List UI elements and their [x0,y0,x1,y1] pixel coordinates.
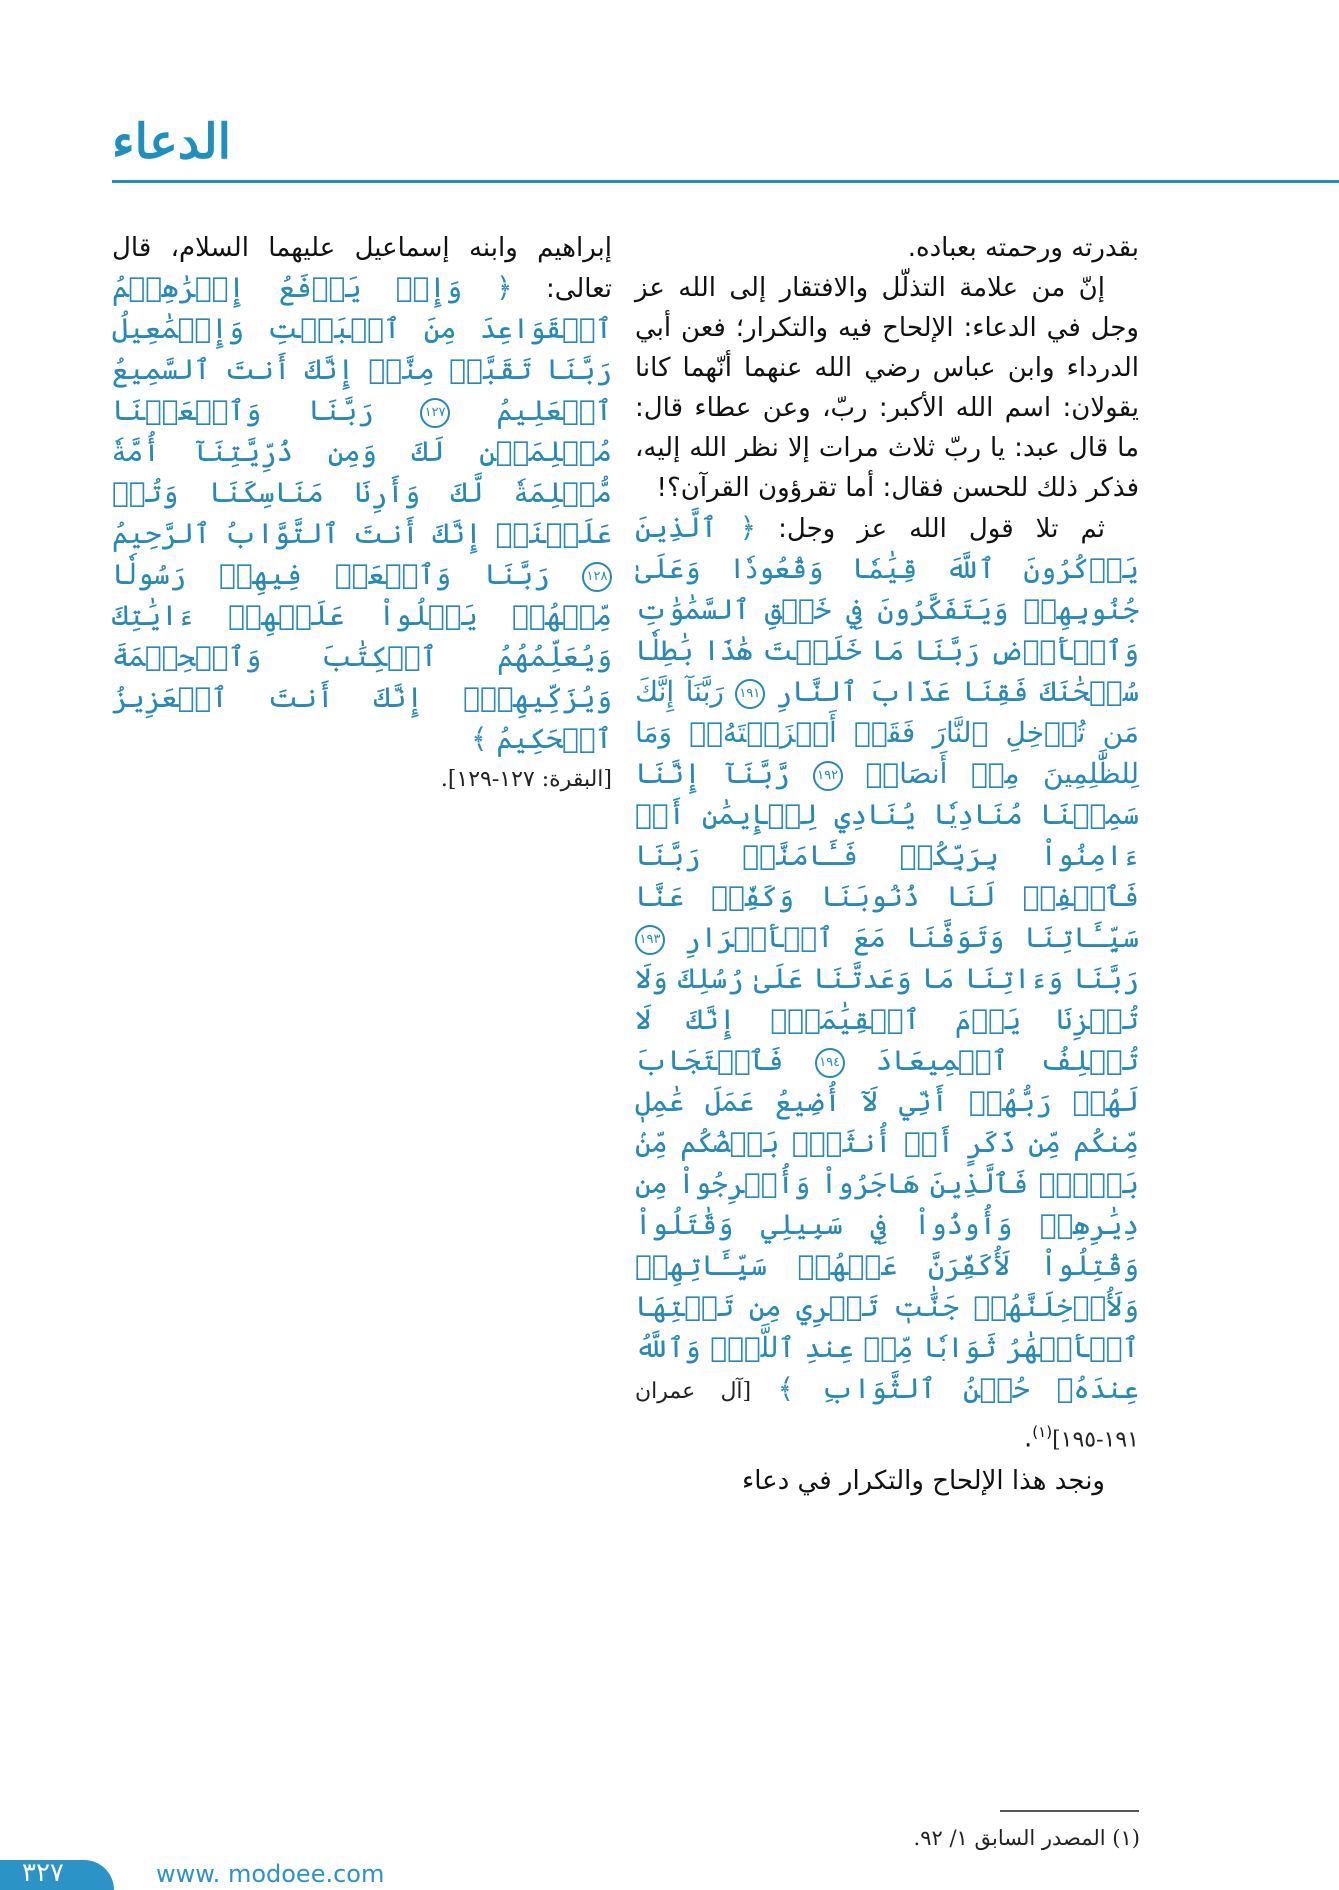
quran-intro: ثم تلا قول الله عز وجل: [778,514,1106,544]
verse-number-191: ١٩١ [735,679,765,709]
quran-text-193: رَّبَّنَآ إِنَّنَا سَمِعۡنَا مُنَادِيٗا يُنَادِي لِلۡإِيمَٰنِ أَنۡ ءَامِنُواْ بِرَبِّكُمۡ فَـَٔامَنَّاۚ رَبَّنَا فَٱغۡفِرۡ لَنَا ذُنُوبَنَا وَكَفِّرۡ عَنَّا سَيِّـَٔاتِنَا وَتَوَفَّنَا مَعَ ٱلۡأَبۡرَارِ [635,757,1139,954]
verse-number-194: ١٩٤ [815,1048,845,1078]
quran-text-194: رَبَّنَا وَءَاتِنَا مَا وَعَدتَّنَا عَلَىٰ رُسُلِكَ وَلَا تُخۡزِنَا يَوۡمَ ٱلۡقِيَٰمَةِۖ إِنَّكَ لَا تُخۡلِفُ ٱلۡمِيعَادَ [635,962,1140,1077]
page-header-title: الدعاء [112,114,231,170]
quran-text-128: رَبَّنَا وَٱجۡعَلۡنَا مُسۡلِمَيۡنِ لَكَ وَمِن ذُرِّيَّتِنَآ أُمَّةٗ مُّسۡلِمَةٗ لَّكَ وَأَرِنَا مَنَاسِكَنَا وَتُبۡ عَلَيۡنَآۖ إِنَّكَ أَنتَ ٱلتَّوَّابُ ٱلرَّحِيمُ [112,394,612,550]
verse-number-193: ١٩٣ [635,925,665,955]
quran-reference: [آل عمران ١٩١-١٩٥] [635,1379,1139,1453]
left-column [112,228,612,800]
quran-text-192: رَبَّنَآ إِنَّكَ مَن تُدۡخِلِ ٱلنَّارَ فَقَدۡ أَخۡزَيۡتَهُۥۖ وَمَا لِلظَّٰلِمِينَ مِنۡ أَنصَارٖ [635,675,1140,790]
right-paragraph-4: ونجد هذا الإلحاح والتكرار في دعاء [742,1465,1105,1496]
website-link[interactable]: www. modoee.com [156,1860,385,1888]
quran-text-129: رَبَّنَا وَٱبۡعَثۡ فِيهِمۡ رَسُولٗا مِّنۡهُمۡ يَتۡلُواْ عَلَيۡهِمۡ ءَايَٰتِكَ وَيُعَلِّمُهُمُ ٱلۡكِتَٰبَ وَٱلۡحِكۡمَةَ وَيُزَكِّيهِمۡۖ إِنَّكَ أَنتَ ٱلۡعَزِيزُ ٱلۡحَكِيمُ ﴾ [112,558,612,755]
verse-number-127: ١٢٧ [420,398,450,428]
right-paragraph-1: بقدرته ورحمته بعباده. [907,233,1139,263]
quran-text-191: ﴿ ٱلَّذِينَ يَذۡكُرُونَ ٱللَّهَ قِيَٰمٗا وَقُعُودٗا وَعَلَىٰ جُنُوبِهِمۡ وَيَتَفَكَّرُونَ فِي خَلۡقِ ٱلسَّمَٰوَٰتِ وَٱلۡأَرۡضِ رَبَّنَا مَا خَلَقۡتَ هَٰذَا بَٰطِلٗا سُبۡحَٰنَكَ فَقِنَا عَذَابَ ٱلنَّارِ [635,511,1139,708]
right-column [635,228,1139,1501]
header-rule [112,180,1339,183]
page-number: ٣٢٧ [22,1858,64,1888]
quran-text-195: فَٱسۡتَجَابَ لَهُمۡ رَبُّهُمۡ أَنِّي لَآ أُضِيعُ عَمَلَ عَٰمِلٖ مِّنكُم مِّن ذَكَرٍ أَوۡ أُنثَىٰۖ بَعۡضُكُم مِّنۢ بَعۡضٖۖ فَٱلَّذِينَ هَاجَرُواْ وَأُخۡرِجُواْ مِن دِيَٰرِهِمۡ وَأُوذُواْ فِي سَبِيلِي وَقَٰتَلُواْ وَقُتِلُواْ لَأُكَفِّرَنَّ عَنۡهُمۡ سَيِّـَٔاتِهِمۡ وَلَأُدۡخِلَنَّهُمۡ جَنَّٰتٖ تَجۡرِي مِن تَحۡتِهَا ٱلۡأَنۡهَٰرُ ثَوَابٗا مِّنۡ عِندِ ٱللَّهِۚ وَٱللَّهُ عِندَهُۥ حُسۡنُ ٱلثَّوَابِ ﴾ [635,1044,1140,1405]
right-paragraph-2: إنّ من علامة التذلّل والافتقار إلى الله عز وجل في الدعاء: الإلحاح فيه والتكرار؛ فعن أبي الدرداء وابن عباس رضي الله عنهما أنّهما كانا يقولان: اسم الله الأكبر: ربّ، وعن عطاء قال: ما قال عبد: يا ربّ ثلاث مرات إلا نظر الله إليه، فذكر ذلك للحسن فقال: أما تقرؤون القرآن؟! [635,273,1139,503]
footnote-marker: (١) [1032,1423,1053,1441]
footnote: (١) المصدر السابق ١/ ٩٢. [913,1826,1140,1850]
footnote-divider [1000,1810,1139,1812]
right-quran-passage [635,508,1139,1461]
sentence-end: . [1024,1423,1033,1454]
left-quran-passage [112,228,612,760]
verse-number-192: ١٩٢ [813,761,843,791]
verse-number-128: ١٢٨ [582,562,612,592]
left-quran-reference: [البقرة: ١٢٧-١٢٩]. [440,767,612,792]
quran-text-127: ﴿ وَإِذۡ يَرۡفَعُ إِبۡرَٰهِـۧمُ ٱلۡقَوَاعِدَ مِنَ ٱلۡبَيۡتِ وَإِسۡمَٰعِيلُ رَبَّنَا تَقَبَّلۡ مِنَّآۖ إِنَّكَ أَنتَ ٱلسَّمِيعُ ٱلۡعَلِيمُ [112,271,612,427]
left-paragraph-1: إبراهيم وابنه إسماعيل عليهما السلام، قال تعالى: [112,233,613,304]
